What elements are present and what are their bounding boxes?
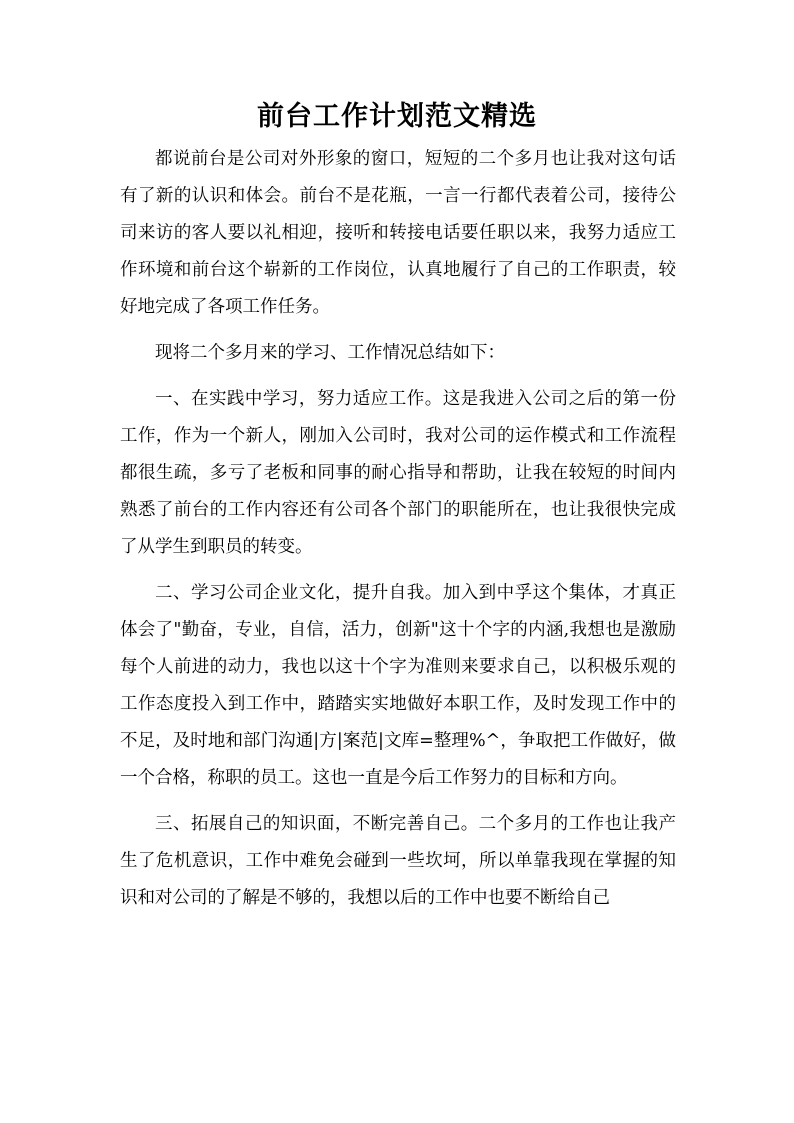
document-body [120, 141, 676, 926]
paragraph-section-2: 二、学习公司企业文化，提升自我。加入到中孚这个集体，才真正体会了"勤奋，专业，自信，活力，创新"这十个字的内涵,我想也是激励每个人前进的动力，我也以这十个字为准则来要求自己，以积极乐观的工作态度投入到工作中，踏踏实实地做好本职工作，及时发现工作中的不足，及时地和部门沟通|方|案范|文库=整理%^，争取把工作做好，做一个合格，称职的员工。这也一直是今后工作努力的目标和方向。 [120, 583, 676, 788]
document-title: 前台工作计划范文精选 [257, 101, 537, 132]
paragraph-intro: 都说前台是公司对外形象的窗口，短短的二个多月也让我对这句话有了新的认识和体会。前台不是花瓶，一言一行都代表着公司，接待公司来访的客人要以礼相迎，接听和转接电话要任职以来，我努力适应工作环境和前台这个崭新的工作岗位，认真地履行了自己的工作职责，较好地完成了各项工作任务。 [120, 149, 676, 317]
paragraph-section-3: 三、拓展自己的知识面，不断完善自己。二个多月的工作也让我产生了危机意识，工作中难免会碰到一些坎坷，所以单靠我现在掌握的知识和对公司的了解是不够的，我想以后的工作中也要不断给自己 [120, 814, 676, 908]
paragraph-summary-lead: 现将二个多月来的学习、工作情况总结如下： [155, 343, 505, 363]
paragraph-section-1: 一、在实践中学习，努力适应工作。这是我进入公司之后的第一份工作，作为一个新人，刚加入公司时，我对公司的运作模式和工作流程都很生疏，多亏了老板和同事的耐心指导和帮助，让我在较短的时间内熟悉了前台的工作内容还有公司各个部门的职能所在，也让我很快完成了从学生到职员的转变。 [120, 389, 676, 557]
